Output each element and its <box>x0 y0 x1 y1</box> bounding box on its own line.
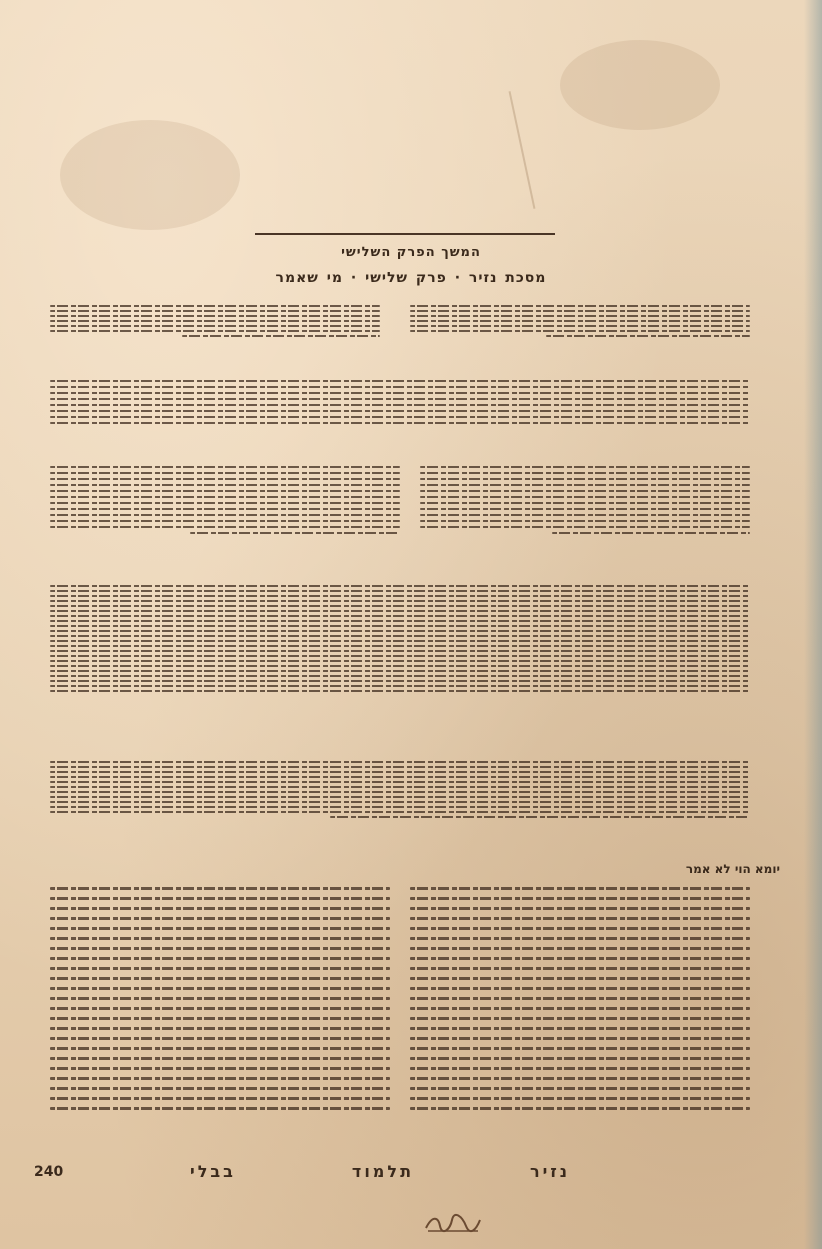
lower-section-heading: יומא הוי לא אמר <box>685 862 780 876</box>
paper-stain <box>60 120 240 230</box>
commentary-block-notes <box>50 582 750 750</box>
main-text-column-left <box>50 880 390 1148</box>
main-text-column-right <box>410 880 750 1148</box>
commentary-block-top-left <box>50 302 380 364</box>
paper-fold-mark <box>509 91 536 209</box>
commentary-block-notes-2 <box>50 758 750 858</box>
paper-stain <box>560 40 720 130</box>
running-footer-word: תלמוד <box>351 1162 414 1181</box>
header-rule <box>255 233 555 235</box>
tractate-heading: מסכת נזיר · פרק שלישי · מי שאמר <box>275 270 547 286</box>
commentary-block-wide <box>50 376 750 458</box>
commentary-block-top-right <box>410 302 750 364</box>
running-footer <box>190 1162 570 1181</box>
page-edge-discoloration <box>804 0 822 1249</box>
commentary-block-mid-left <box>50 462 400 580</box>
page-number: 240 <box>34 1164 64 1180</box>
running-footer-word: בבלי <box>190 1162 236 1181</box>
commentary-block-mid-right <box>420 462 750 580</box>
handwritten-mark <box>422 1212 484 1234</box>
running-footer-word: נזיר <box>530 1162 570 1181</box>
chapter-title: המשך הפרק השלישי <box>341 245 481 260</box>
